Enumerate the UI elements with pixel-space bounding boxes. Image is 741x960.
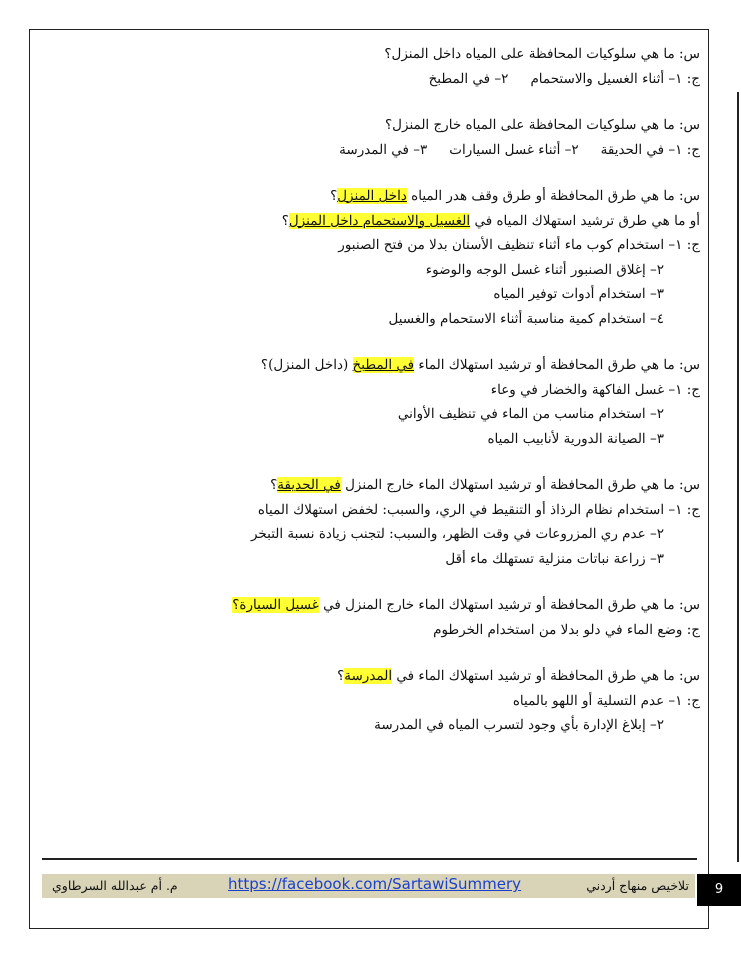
qa-block-5 — [60, 473, 700, 571]
answer-item: ٢– عدم ري المزروعات في وقت الظهر، والسبب: لتجنب زيادة نسبة التبخر — [250, 526, 664, 542]
answer-item: ج: وضع الماء في دلو بدلا من استخدام الخرطوم — [433, 621, 700, 638]
qa-block-2 — [60, 113, 700, 162]
answer-item: ٢– استخدام مناسب من الماء في تنظيف الأواني — [397, 406, 664, 422]
question: س: ما هي طرق المحافظة أو ترشيد استهلاك الماء في المطبخ (داخل المنزل)؟ — [260, 357, 700, 373]
answer-item: ٢– إبلاغ الإدارة بأي وجود لتسرب المياه في المدرسة — [374, 717, 664, 733]
answer-item: ٣– زراعة نباتات منزلية تستهلك ماء أقل — [445, 550, 664, 567]
qa-block-4 — [60, 353, 700, 451]
highlight: الغسيل والاستحمام داخل المنزل — [288, 212, 471, 229]
qa-block-3 — [60, 184, 700, 331]
answer-item: ٣– الصيانة الدورية لأنابيب المياه — [487, 430, 664, 447]
facebook-link[interactable]: https://facebook.com/SartawiSummery — [228, 875, 522, 893]
question: س: ما هي طرق المحافظة أو ترشيد استهلاك الماء خارج المنزل في الحديقة؟ — [270, 477, 700, 493]
answer-item: ٤– استخدام كمية مناسبة أثناء الاستحمام والغسيل — [388, 310, 664, 327]
answer-item: ج: ١– استخدام نظام الرذاذ أو التنقيط في الري، والسبب: لخفض استهلاك المياه — [257, 501, 700, 518]
qa-block-6 — [60, 593, 700, 642]
highlight: في المطبخ — [352, 357, 415, 373]
question: س: ما هي سلوكيات المحافظة على المياه خارج المنزل؟ — [385, 117, 700, 133]
question: س: ما هي سلوكيات المحافظة على المياه داخل المنزل؟ — [384, 46, 700, 62]
page-side-rule — [737, 92, 739, 862]
footer-rule — [42, 858, 697, 860]
highlight: المدرسة — [344, 668, 393, 684]
answer-item: ٣– استخدام أدوات توفير المياه — [493, 286, 664, 302]
highlight: في الحديقة — [277, 477, 341, 493]
footer-series-title: تلاخيص منهاج أردني — [586, 878, 689, 893]
qa-block-1 — [60, 42, 700, 91]
answer-item: ٢– إغلاق الصنبور أثناء غسل الوجه والوضوء — [425, 261, 664, 278]
document-body — [60, 42, 700, 760]
answer-item: ج: ١– غسل الفاكهة والخضار في وعاء — [490, 381, 700, 398]
footer-author: م. أم عبدالله السرطاوي — [52, 878, 178, 893]
question-alt: أو ما هي طرق ترشيد استهلاك المياه في الغسيل والاستحمام داخل المنزل؟ — [281, 212, 700, 229]
page-number: 9 — [697, 874, 741, 906]
footer-bar — [42, 874, 695, 898]
highlight: داخل المنزل — [337, 188, 407, 204]
highlight: غسيل السيارة؟ — [232, 597, 319, 613]
answer-item: ج: ١– استخدام كوب ماء أثناء تنظيف الأسنان بدلا من فتح الصنبور — [338, 237, 700, 253]
question: س: ما هي طرق المحافظة أو ترشيد استهلاك الماء في المدرسة؟ — [337, 668, 700, 684]
answer: ج: ١– في الحديقة٢– أثناء غسل السيارات٣– في المدرسة — [339, 141, 700, 158]
question: س: ما هي طرق المحافظة أو ترشيد استهلاك الماء خارج المنزل في غسيل السيارة؟ — [232, 597, 700, 613]
answer: ج: ١– أثناء الغسيل والاستحمام٢– في المطبخ — [428, 70, 700, 87]
question: س: ما هي طرق المحافظة أو طرق وقف هدر المياه داخل المنزل؟ — [330, 188, 700, 204]
answer-item: ج: ١– عدم التسلية أو اللهو بالمياه — [512, 692, 700, 709]
qa-block-7 — [60, 664, 700, 738]
